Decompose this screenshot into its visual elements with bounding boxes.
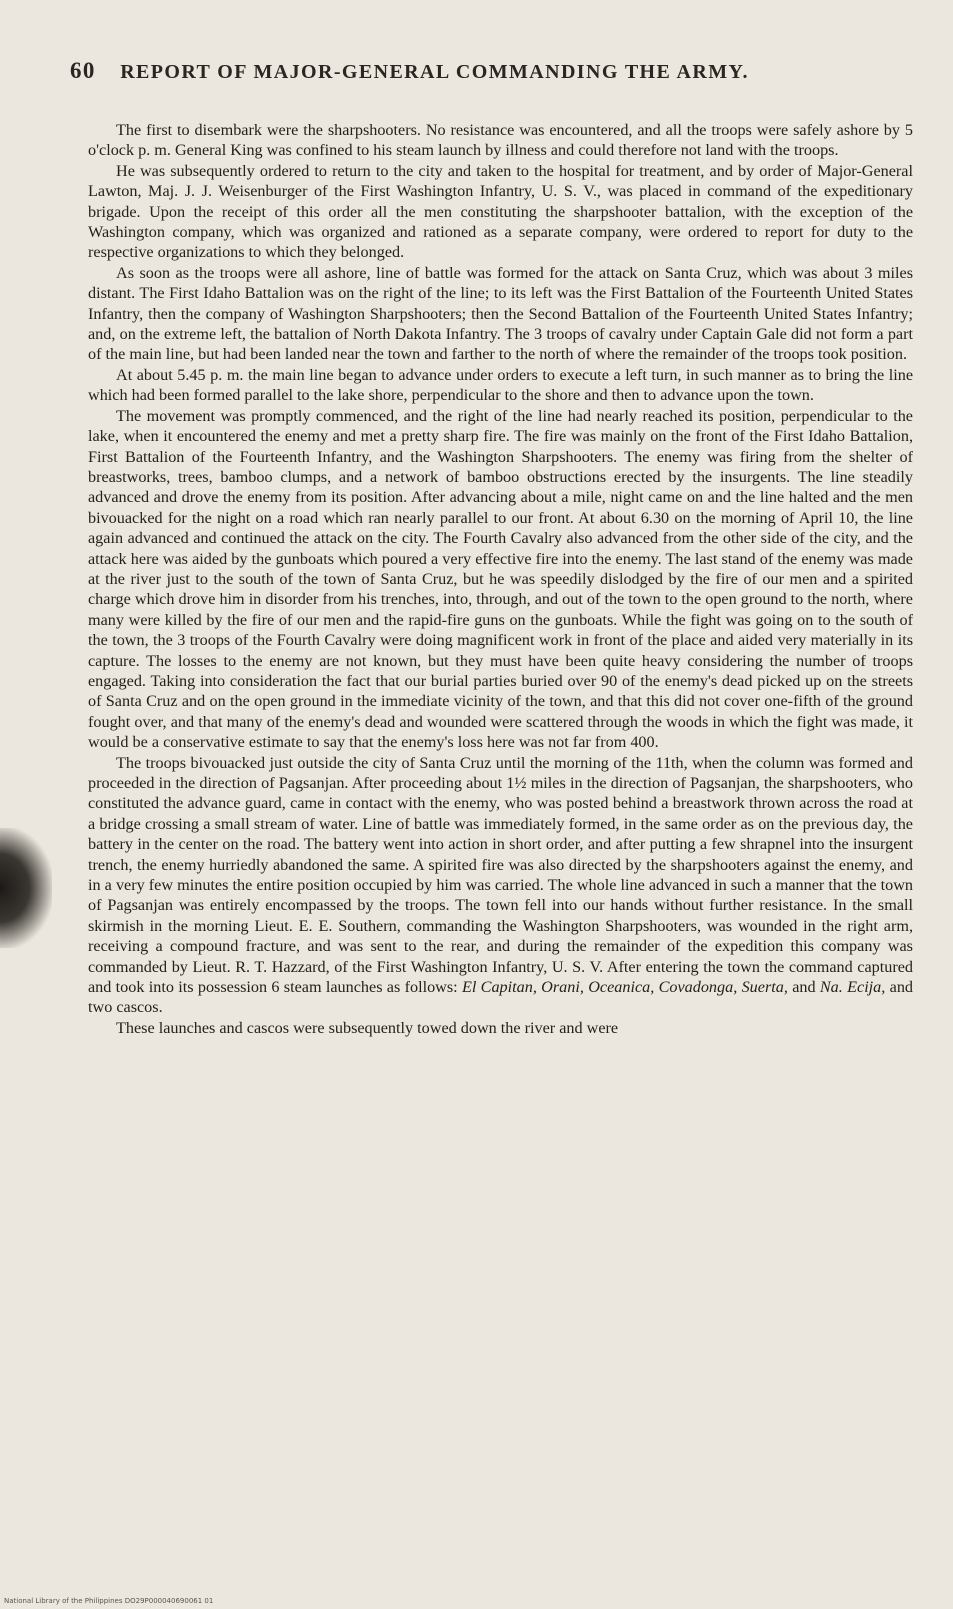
binding-shadow [0,828,52,948]
paragraph-text: The troops bivouacked just outside the city of Santa Cruz until the morning of the 11th, when the column was formed and proceeded in the direction of Pagsanjan. After proceeding about 1½ miles in the direction of Pagsanjan, the sharpshooters, who constituted the advance guard, came in contact with the enemy, who was posted behind a breastwork thrown across the road at a bridge crossing a small stream of water. Line of battle was immediately formed, in the same order as on the previous day, the battery in the center on the road. The battery went into action in short order, and after putting a few shrapnel into the insurgent trench, the enemy hurriedly abandoned the same. A spirited fire was also directed by the sharpshooters against the enemy, and in a very few minutes the entire position occupied by him was carried. The whole line advanced in such a manner that the town of Pagsanjan was entirely encompassed by the troops. The town fell into our hands without further resistance. In the small skirmish in the morning Lieut. E. E. Southern, commanding the Washington Sharpshooters, was wounded in the right arm, receiving a compound fracture, and was sent to the rear, and during the remainder of the expedition this company was commanded by Lieut. R. T. Hazzard, of the First Washington Infantry, U. S. V. After entering the town the command captured and took into its possession 6 steam launches as follows: [88,753,913,997]
paragraph: The movement was promptly commenced, and the right of the line had nearly reached its position, perpendicular to the lake, when it encountered the enemy and met a pretty sharp fire. The fire was mainly on the front of the First Idaho Battalion, First Battalion of the Fourteenth Infantry, and the Washington Sharpshooters. The enemy was firing from the shelter of breastworks, trees, bamboo clumps, and a network of bamboo obstructions erected by the insurgents. The line steadily advanced and drove the enemy from its position. After advancing about a mile, night came on and the line halted and the men bivouacked for the night on a road which ran nearly parallel to our front. At about 6.30 on the morning of April 10, the line again advanced and continued the attack on the city. The Fourth Cavalry also advanced from the other side of the city, and the attack here was aided by the gunboats which poured a very effective fire into the enemy. The last stand of the enemy was made at the river just to the south of the town of Santa Cruz, but he was speedily dislodged by the fire of our men and a spirited charge which drove him in disorder from his trenches, into, through, and out of the town to the open ground to the north, where many were killed by the fire of our men and the rapid-fire guns on the gunboats. While the fight was going on to the south of the town, the 3 troops of the Fourth Cavalry were doing magnificent work in front of the place and aided very materially in its capture. The losses to the enemy are not known, but they must have been quite heavy considering the number of troops engaged. Taking into consideration the fact that our burial parties buried over 90 of the enemy's dead picked up on the streets of Santa Cruz and on the open ground in the immediate vicinity of the town, and that this did not cover one-fifth of the ground fought over, and that many of the enemy's dead and wounded were scattered through the woods in which the fight was made, it would be a conservative estimate to say that the enemy's loss here was not far from 400. [88,406,913,752]
launch-names: El Capitan, Orani, Oceanica, Covadonga, Suerta, [461,978,788,997]
report-body [88,120,913,1038]
paragraph: At about 5.45 p. m. the main line began to advance under orders to execute a left turn, in such manner as to bring the line which had been formed parallel to the lake shore, perpendicular to the shore and then to advance upon the town. [88,365,913,405]
launch-and: and [787,978,820,997]
running-title: REPORT OF MAJOR-GENERAL COMMANDING THE ARMY. [120,61,749,83]
launch-tail: and two cascos. [88,978,914,1017]
page-header [70,58,860,84]
paragraph: He was subsequently ordered to return to the city and taken to the hospital for treatment, and by order of Major-General Lawton, Maj. J. J. Weisenburger of the First Washington Infantry, U. S. V., was placed in command of the expeditionary brigade. Upon the receipt of this order all the men constituting the sharpshooter battalion, with the exception of the Washington company, which was organized and rationed as a separate company, were ordered to report for duty to the respective organizations to which they belonged. [88,161,913,262]
paragraph: These launches and cascos were subsequently towed down the river and were [116,1018,619,1037]
paragraph: As soon as the troops were all ashore, line of battle was formed for the attack on Santa Cruz, which was about 3 miles distant. The First Idaho Battalion was on the right of the line; to its left was the First Battalion of the Fourteenth United States Infantry, then the company of Washington Sharpshooters; then the Second Battalion of the Fourteenth United States Infantry; and, on the extreme left, the battalion of North Dakota Infantry. The 3 troops of cavalry under Captain Gale did not form a part of the main line, but had been landed near the town and farther to the north of where the remainder of the troops took position. [88,263,913,364]
paragraph-with-launch-names [88,753,913,1018]
page-number: 60 [70,58,96,83]
paragraph: The first to disembark were the sharpshooters. No resistance was encountered, and all the troops were safely ashore by 5 o'clock p. m. General King was confined to his steam launch by illness and could therefore not land with the troops. [88,121,913,160]
scan-footer: National Library of the Philippines DO29P000040690061 01 [4,1597,214,1605]
launch-last-name: Na. Ecija, [819,978,886,997]
